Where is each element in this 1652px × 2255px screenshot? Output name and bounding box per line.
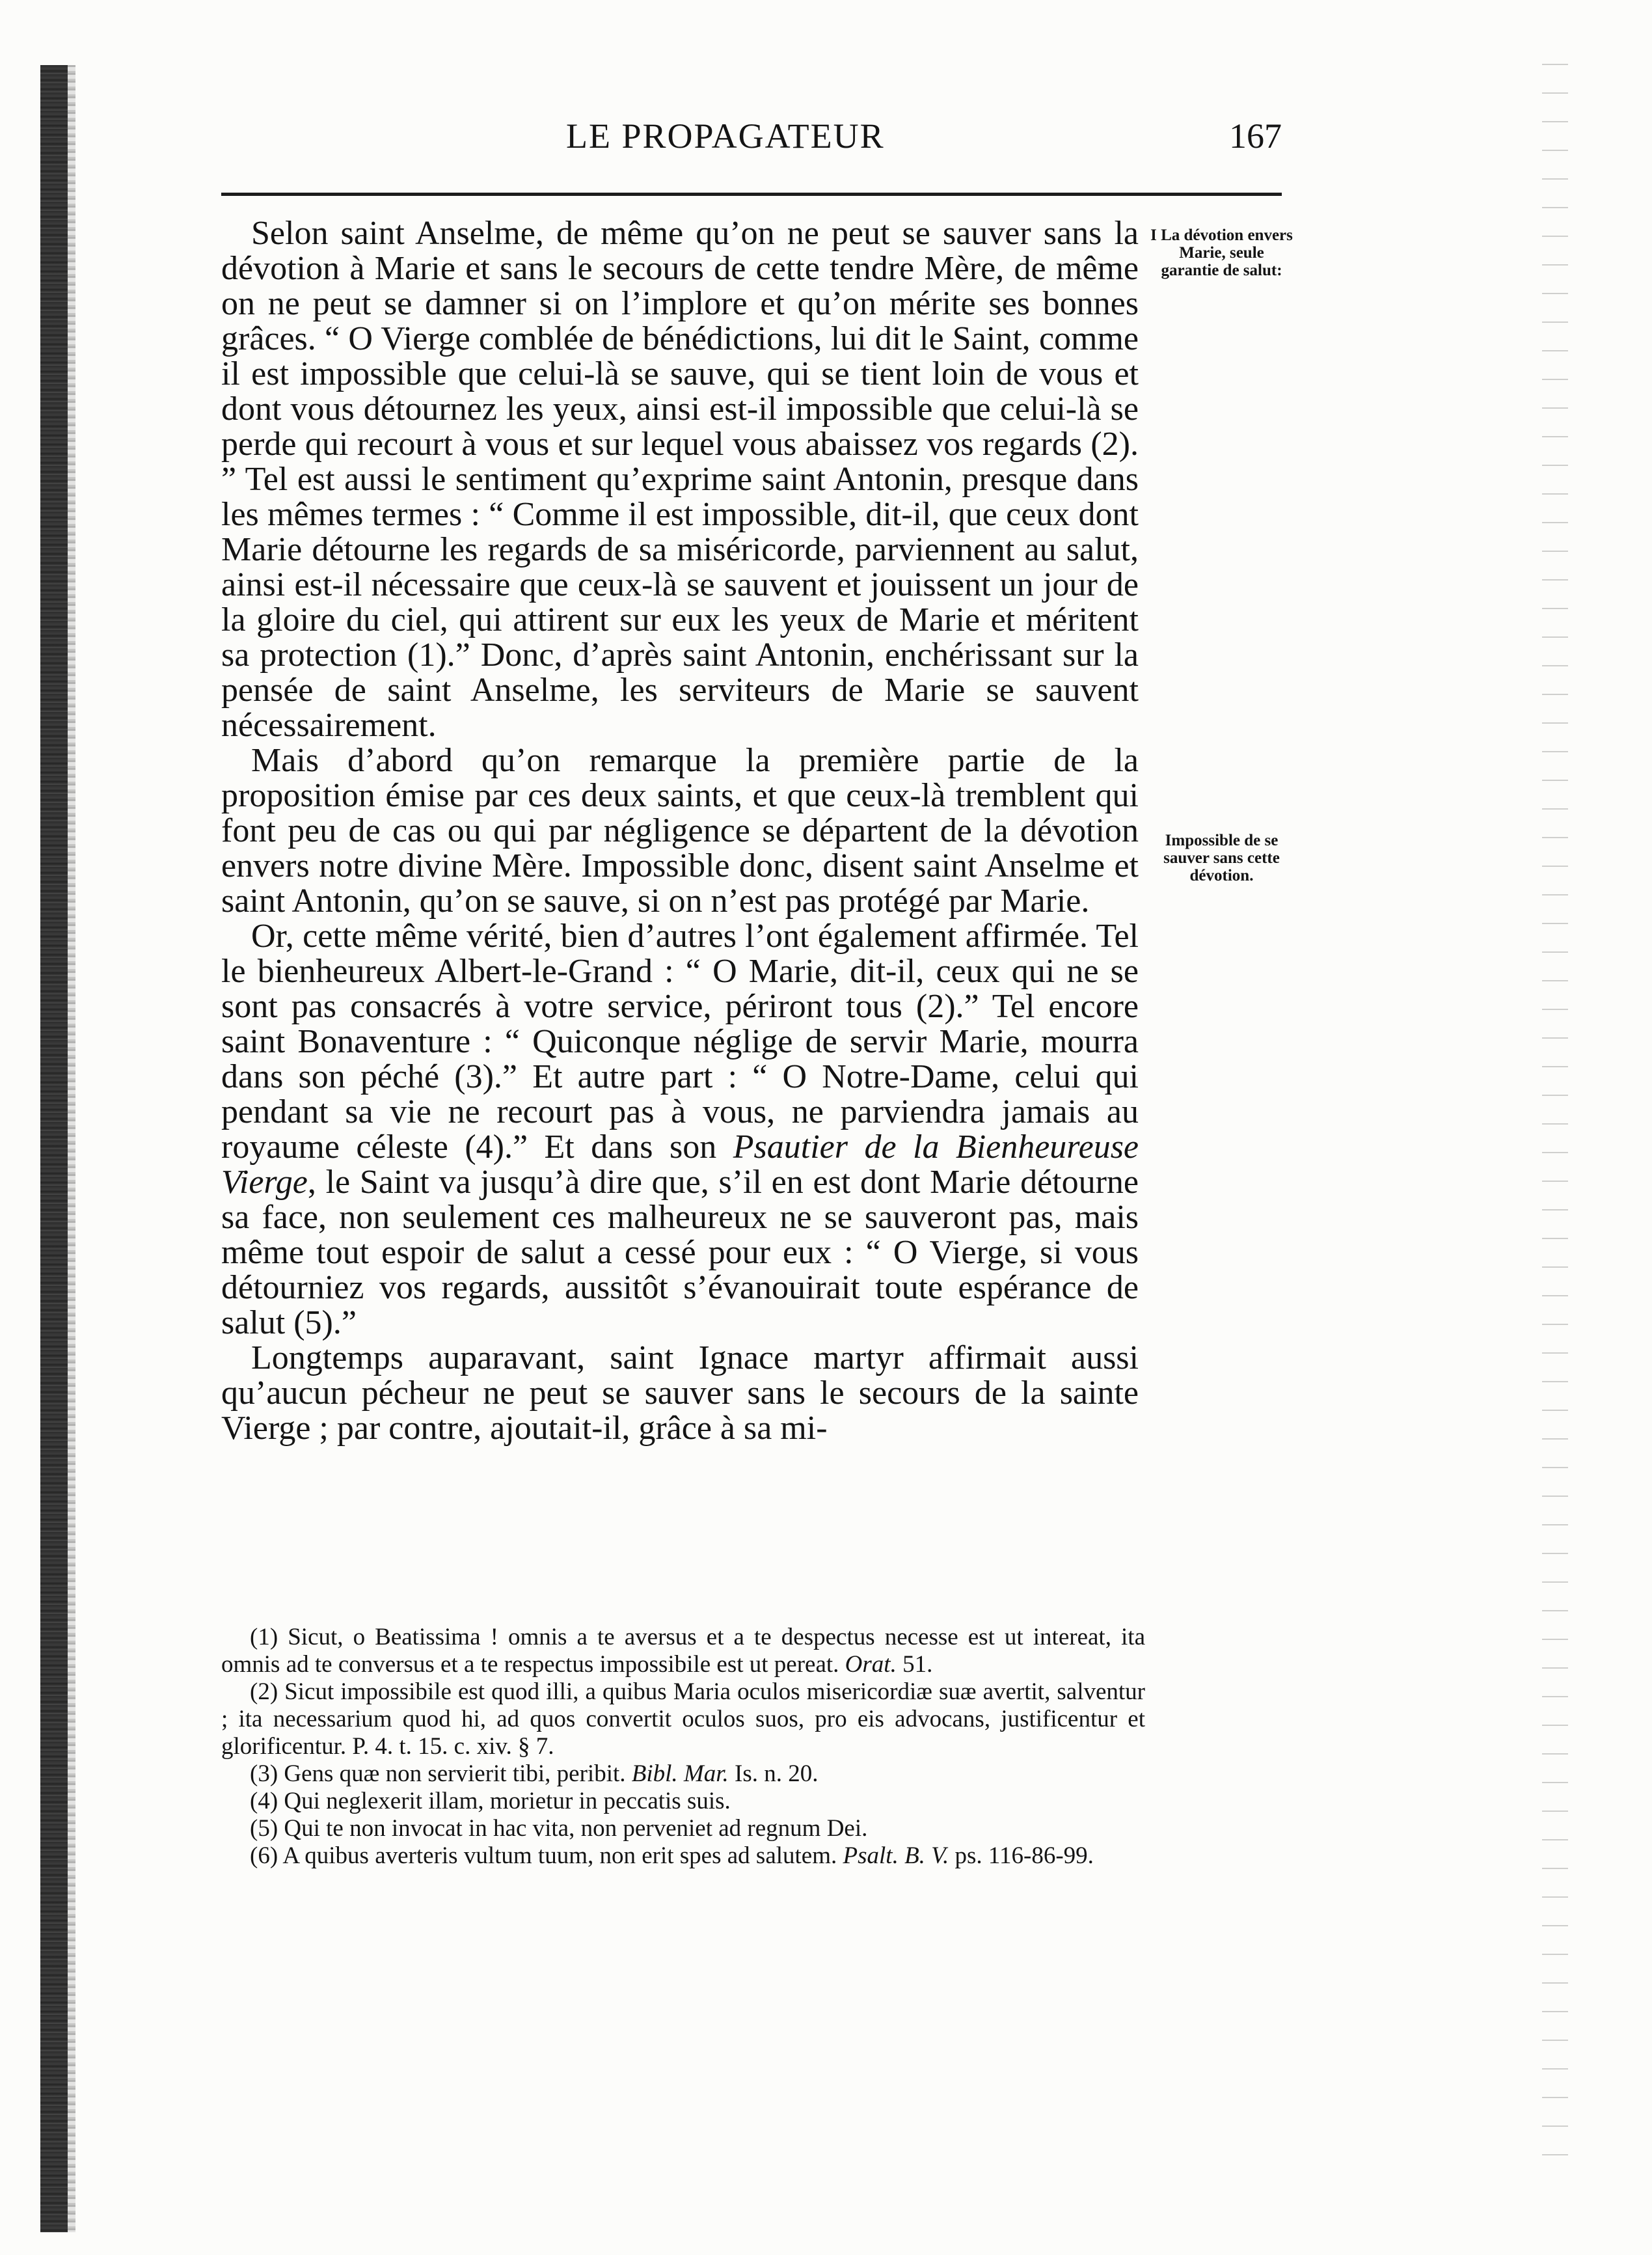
footnotes — [221, 1624, 1145, 1870]
page-gutter-edge — [68, 65, 75, 2232]
page-number: 167 — [1229, 116, 1282, 156]
footnote-text: Is. n. 20. — [728, 1760, 819, 1787]
footnote-italic: Psalt. B. V. — [843, 1842, 949, 1869]
footnote-text: (4) Qui neglexerit illam, morietur in peccatis suis. — [250, 1788, 731, 1814]
margin-note: Impossible de se sauver sans cette dévotion. — [1163, 832, 1280, 884]
footnote-text: (6) A quibus averteris vultum tuum, non erit spes ad salutem. — [250, 1842, 843, 1869]
footnote-text: 51. — [896, 1651, 933, 1678]
paragraph-text: , le Saint va jusqu’à dire que, s’il en est dont Marie détourne sa face, non seulement ces malheureux ne se sauveront pas, mais même tout espoir de salut a cessé pour eux : “ O Vierge, si vous détourniez vos regards, aussitôt s’évanouirait toute espérance de salut (5).” — [221, 1164, 1139, 1341]
footnote-text: ps. 116-86-99. — [949, 1842, 1094, 1869]
footnote — [221, 1788, 1145, 1815]
paragraph: Mais d’abord qu’on remarque la première partie de la proposition émise par ces deux saints, et que ceux-là tremblent qui font peu de cas ou qui par négligence se départent de la dévotion envers notre divine Mère. Impossible donc, disent saint Anselme et saint Antonin, qu’on se sauve, si on n’est pas protégé par Marie. — [221, 742, 1139, 920]
footnote-text: (1) Sicut, o Beatissima ! omnis a te aversus et a te despectus necesse est ut intereat, ita omnis ad te conversus et a te respectus impossibile est ut pereat. — [221, 1624, 1145, 1678]
footnote — [221, 1624, 1145, 1678]
footnote-text: (2) Sicut impossibile est quod illi, a quibus Maria oculos misericordiæ suæ avertit, salventur ; ita necessarium quod hi, ad quos convertit oculos suos, pro eis advocans, justificentur et glorificentur. P. 4. t. 15. c. xiv. § 7. — [221, 1678, 1145, 1760]
header-rule — [221, 193, 1282, 196]
paragraph-text: Or, cette même vérité, bien d’autres l’ont également affirmée. Tel le bienheureux Albert-le-Grand : “ O Marie, dit-il, ceux qui ne se sont pas consacrés à votre service, périront tous (2).” Tel encore saint Bonaventure : “ Quiconque néglige de servir Marie, mourra dans son péché (3).” Et autre part : “ O Notre-Dame, celui qui pendant sa vie ne recourt pas à vous, ne parviendra jamais au royaume céleste (4).” Et dans son — [221, 918, 1139, 1166]
footnote — [221, 1678, 1145, 1760]
paragraph: Selon saint Anselme, de même qu’on ne peut se sauver sans la dévotion à Marie et sans le secours de cette tendre Mère, de même on ne peut se damner si on l’implore et qu’on mérite ses bonnes grâces. “ O Vierge comblée de bénédictions, lui dit le Saint, comme il est impossible que celui-là se sauve, qui se tient loin de vous et dont vous détournez les yeux, ainsi est-il impossible que celui-là se perde qui recourt à vous et sur lequel vous abaissez vos regards (2). ” Tel est aussi le sentiment qu’exprime saint Antonin, presque dans les mêmes termes : “ Comme il est impossible, dit-il, que ceux dont Marie détourne les regards de sa miséricorde, parviennent au salut, ainsi est-il nécessaire que ceux-là se sauvent et jouissent un jour de la gloire du ciel, qui attirent sur eux les yeux de Marie et méritent sa protection (1).” Donc, d’après saint Antonin, enchérissant sur la pensée de saint Anselme, les serviteurs de Marie se sauvent nécessairement. — [221, 215, 1139, 744]
footnote — [221, 1842, 1145, 1870]
page-header — [221, 111, 1282, 169]
footnote — [221, 1760, 1145, 1788]
page-right-edge — [1542, 52, 1568, 2167]
footnote-text: (3) Gens quæ non servierit tibi, peribit. — [250, 1760, 632, 1787]
main-text — [221, 216, 1139, 1446]
paragraph — [221, 919, 1139, 1341]
italic-title: Psautier de la Bienheureuse Vierge — [221, 1128, 1139, 1201]
footnote-italic: Orat. — [845, 1651, 897, 1678]
margin-note: I La dévotion envers Marie, seule garantie de salut: — [1150, 226, 1293, 279]
running-title: LE PROPAGATEUR — [566, 116, 885, 156]
footnote-text: (5) Qui te non invocat in hac vita, non perveniet ad regnum Dei. — [250, 1815, 868, 1842]
footnote-italic: Bibl. Mar. — [631, 1760, 729, 1787]
book-spine-shadow — [40, 65, 68, 2232]
footnote — [221, 1815, 1145, 1842]
paragraph: Longtemps auparavant, saint Ignace martyr affirmait aussi qu’aucun pécheur ne peut se sauver sans le secours de la sainte Vierge ; par contre, ajoutait-il, grâce à sa mi- — [221, 1339, 1139, 1447]
